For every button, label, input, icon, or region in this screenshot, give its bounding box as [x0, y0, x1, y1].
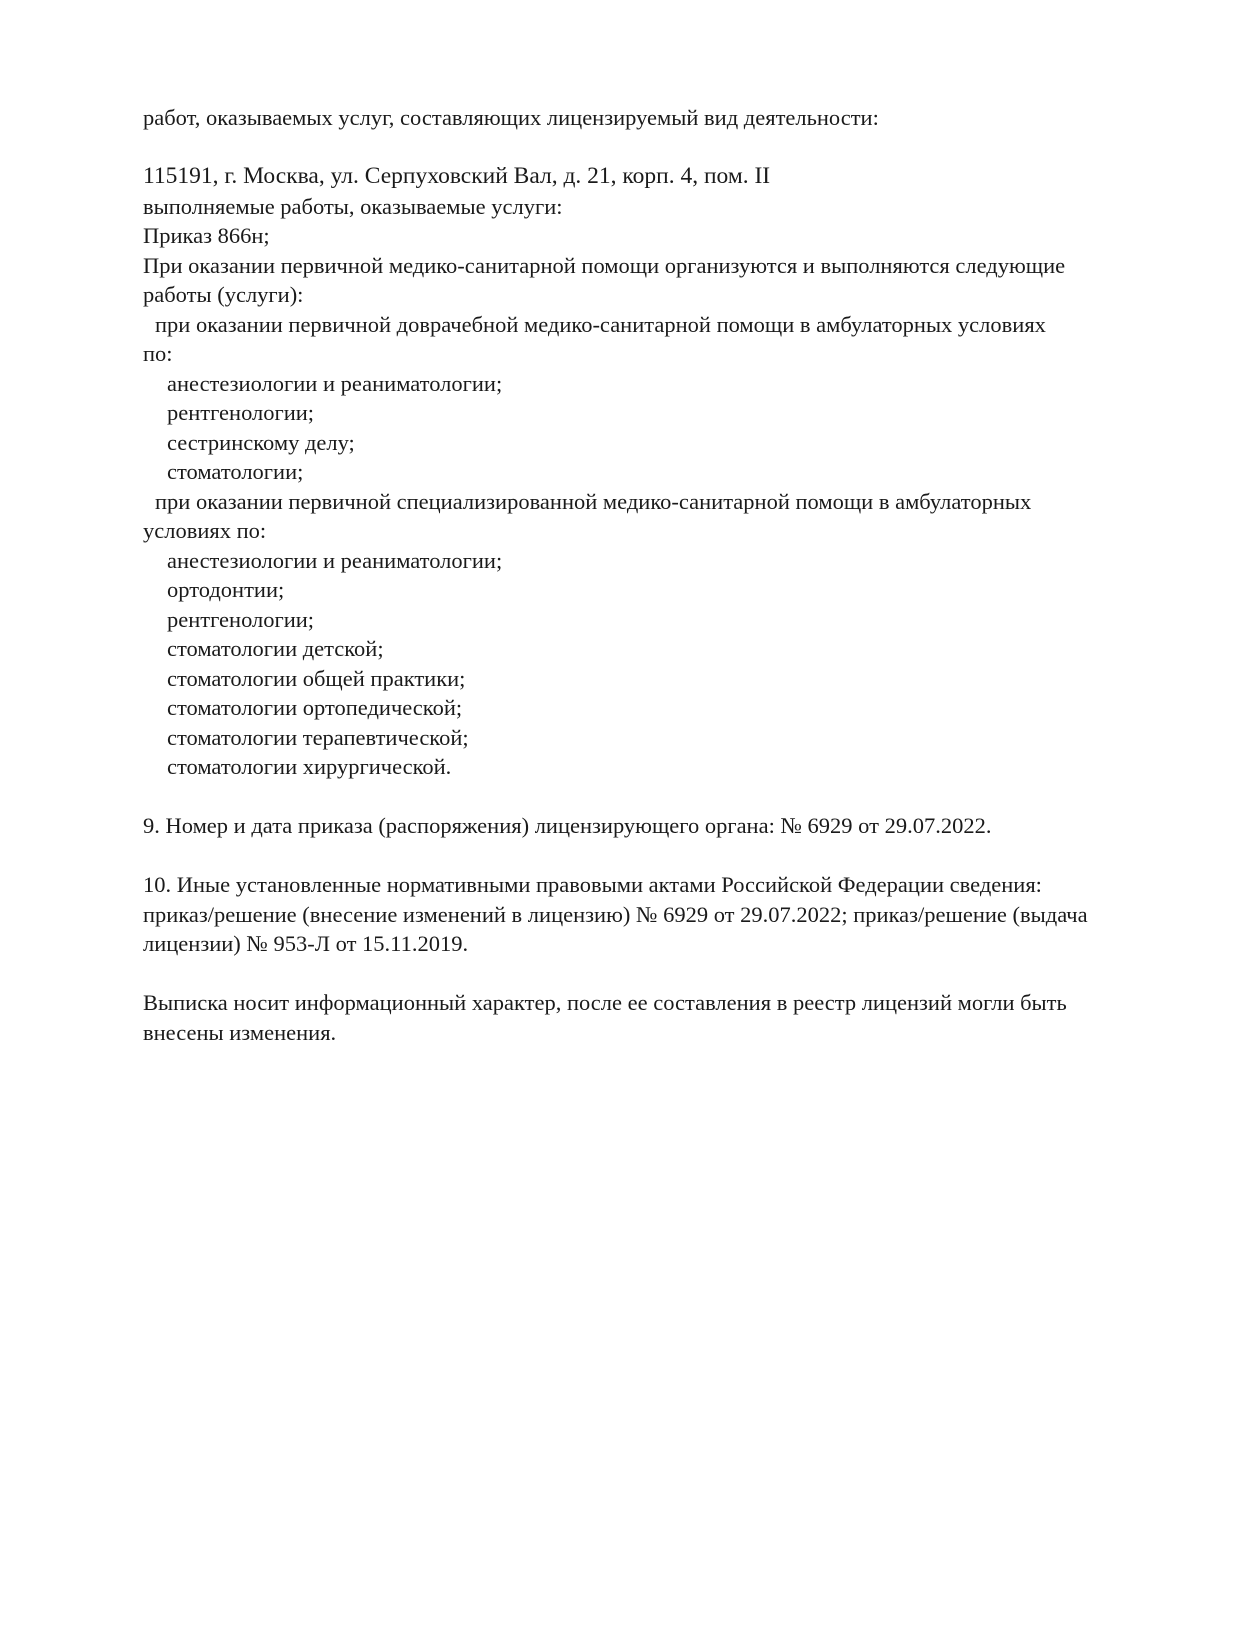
section-9: 9. Номер и дата приказа (распоряжения) лицензирующего органа: № 6929 от 29.07.2022.	[143, 813, 992, 838]
works-label: выполняемые работы, оказываемые услуги:	[143, 193, 563, 219]
list-item: рентгенологии;	[167, 400, 315, 425]
specialized-heading-line-1: при оказании первичной специализированной медико-санитарной помощи в амбулаторных	[155, 488, 1032, 514]
spacer	[143, 782, 1163, 812]
prehospital-list	[143, 369, 1163, 487]
disclaimer-line-1: Выписка носит информационный характер, после ее составления в реестр лицензий могли быть	[143, 990, 1067, 1015]
primary-care-line-1: При оказании первичной медико-санитарной помощи организуются и выполняются следующие	[143, 252, 1066, 278]
list-item: стоматологии ортопедической;	[167, 695, 463, 720]
prehospital-heading-line-2: по:	[143, 341, 173, 366]
intro-line: работ, оказываемых услуг, составляющих лицензируемый вид деятельности:	[143, 105, 879, 130]
list-item: стоматологии терапевтической;	[167, 724, 469, 750]
prehospital-heading-line-1: при оказании первичной доврачебной медико-санитарной помощи в амбулаторных условиях	[155, 311, 1046, 337]
document-body	[143, 103, 1163, 1047]
order-reference: Приказ 866н;	[143, 223, 270, 248]
section-10-line-3: лицензии) № 953-Л от 15.11.2019.	[143, 931, 469, 956]
list-item: анестезиологии и реаниматологии;	[167, 370, 503, 396]
list-item: стоматологии хирургической.	[167, 754, 452, 779]
list-item: анестезиологии и реаниматологии;	[167, 547, 503, 573]
spacer	[143, 959, 1163, 989]
list-item: ортодонтии;	[167, 577, 285, 602]
list-item: стоматологии общей практики;	[167, 665, 466, 691]
section-10-line-1: 10. Иные установленные нормативными правовыми актами Российской Федерации сведения:	[143, 872, 1042, 897]
list-item: сестринскому делу;	[167, 429, 355, 455]
list-item: стоматологии детской;	[167, 636, 384, 661]
specialized-heading-line-2: условиях по:	[143, 518, 267, 543]
disclaimer-line-2: внесены изменения.	[143, 1019, 337, 1045]
address-line: 115191, г. Москва, ул. Серпуховский Вал, д. 21, корп. 4, пом. II	[143, 163, 771, 189]
specialized-list	[143, 546, 1163, 782]
section-10-line-2: приказ/решение (внесение изменений в лицензию) № 6929 от 29.07.2022; приказ/решение (выдача	[143, 901, 1088, 927]
spacer	[143, 841, 1163, 871]
list-item: рентгенологии;	[167, 606, 315, 632]
list-item: стоматологии;	[167, 459, 304, 484]
primary-care-line-2: работы (услуги):	[143, 282, 304, 307]
spacer	[143, 133, 1163, 163]
